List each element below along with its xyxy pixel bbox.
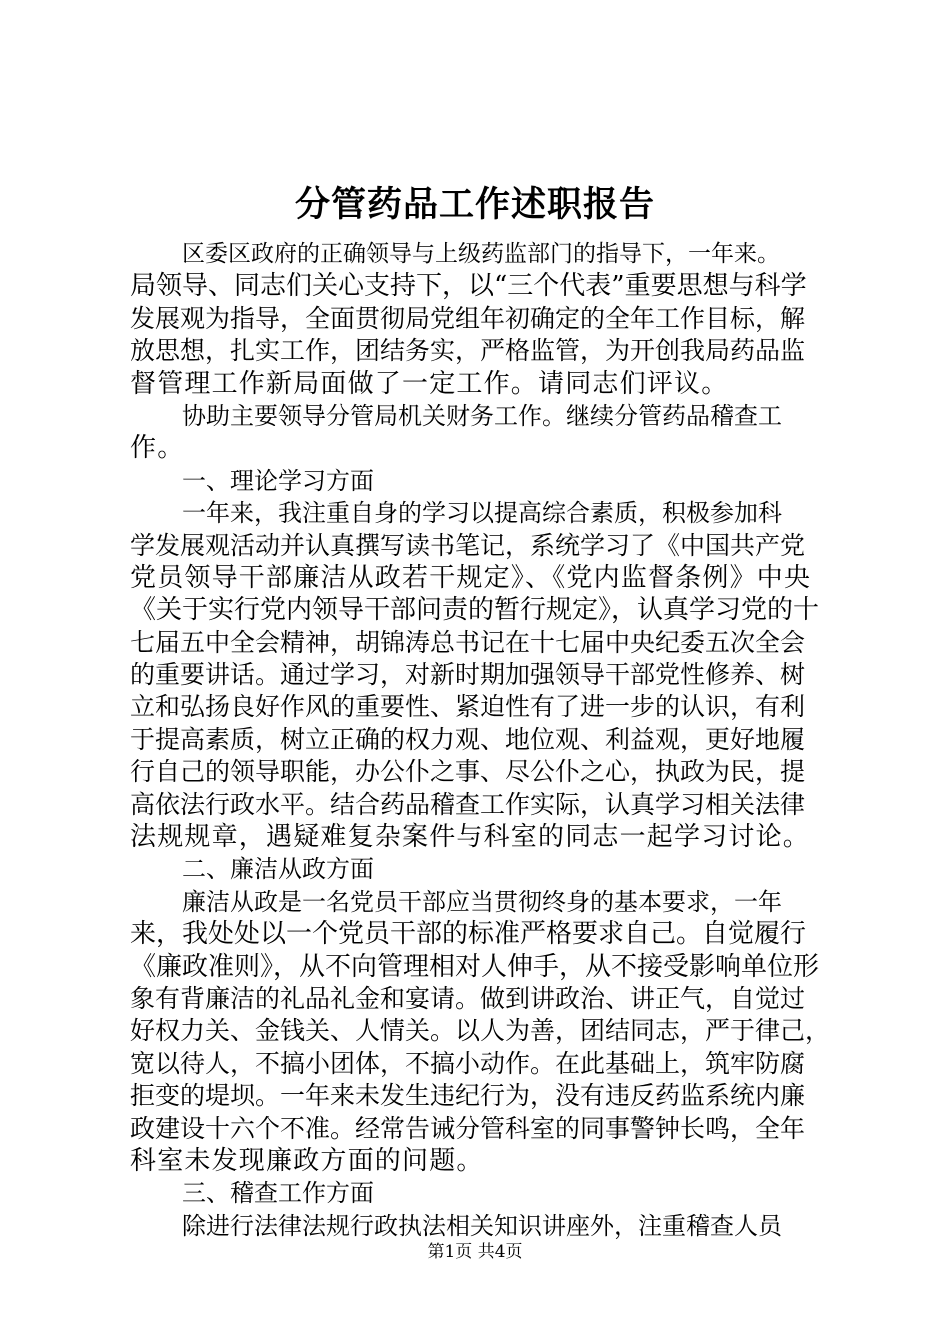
text-line: 法规规章，遇疑难复杂案件与科室的同志一起学习讨论。 (130, 822, 811, 853)
text-line: 七届五中全会精神，胡锦涛总书记在十七届中央纪委五次全会 (130, 627, 806, 657)
text-line: 的重要讲话。通过学习，对新时期加强领导干部党性修养、树 (130, 660, 806, 690)
text-line: 科室未发现廉政方面的问题。 (130, 1145, 484, 1176)
text-line: 于提高素质，树立正确的权力观、地位观、利益观，更好地履 (130, 724, 806, 754)
text-line: 局领导、同志们关心支持下，以“三个代表”重要思想与科学 (130, 271, 807, 302)
text-line: 拒变的堤坝。一年来未发生违纪行为，没有违反药监系统内廉 (130, 1081, 806, 1111)
text-line: 宽以待人，不搞小团体，不搞小动作。在此基础上，筑牢防腐 (130, 1048, 806, 1078)
text-line: 高依法行政水平。结合药品稽查工作实际，认真学习相关法律 (130, 789, 806, 819)
text-line: 行自己的领导职能，办公仆之事、尽公仆之心，执政为民，提 (130, 757, 806, 787)
text-line: 《廉政准则》，从不向管理相对人伸手，从不接受影响单位形 (130, 951, 820, 982)
text-line: 来，我处处以一个党员干部的标准严格要求自己。自觉履行 (130, 919, 807, 950)
text-line: 作。 (130, 433, 185, 464)
text-line: 发展观为指导，全面贯彻局党组年初确定的全年工作目标，解 (130, 303, 806, 333)
text-line: 二、廉洁从政方面 (182, 855, 374, 884)
text-line: 党员领导干部廉洁从政若干规定》、《党内监督条例》中央 (130, 562, 812, 593)
text-line: 《关于实行党内领导干部问责的暂行规定》，认真学习党的十 (130, 595, 820, 626)
text-line: 协助主要领导分管局机关财务工作。继续分管药品稽查工 (182, 401, 782, 430)
text-line: 学发展观活动并认真撰写读书笔记，系统学习了《中国共产党 (130, 530, 806, 560)
text-line: 立和弘扬良好作风的重要性、紧迫性有了进一步的认识，有利 (130, 692, 806, 722)
text-line: 一年来，我注重自身的学习以提高综合素质，积极参加科 (182, 499, 782, 528)
text-line: 放思想，扎实工作，团结务实，严格监管，为开创我局药品监 (130, 336, 806, 366)
text-line: 区委区政府的正确领导与上级药监部门的指导下，一年来。 (182, 241, 780, 267)
text-line: 象有背廉洁的礼品礼金和宴请。做到讲政治、讲正气，自觉过 (130, 983, 806, 1013)
document-body (130, 238, 830, 1242)
text-line: 一、理论学习方面 (182, 466, 374, 495)
document-title: 分管药品工作述职报告 (294, 184, 655, 225)
text-line: 除进行法律法规行政执法相关知识讲座外，注重稽查人员 (182, 1211, 782, 1240)
text-line: 三、稽查工作方面 (182, 1179, 374, 1208)
text-line: 好权力关、金钱关、人情关。以人为善，团结同志，严于律己， (130, 1016, 831, 1046)
page-footer: 第1页 共4页 (427, 1242, 523, 1262)
text-line: 政建设十六个不准。经常告诫分管科室的同事警钟长鸣，全年 (130, 1113, 806, 1143)
text-line: 廉洁从政是一名党员干部应当贯彻终身的基本要求，一年 (182, 887, 782, 916)
text-line: 督管理工作新局面做了一定工作。请同志们评议。 (130, 368, 729, 399)
